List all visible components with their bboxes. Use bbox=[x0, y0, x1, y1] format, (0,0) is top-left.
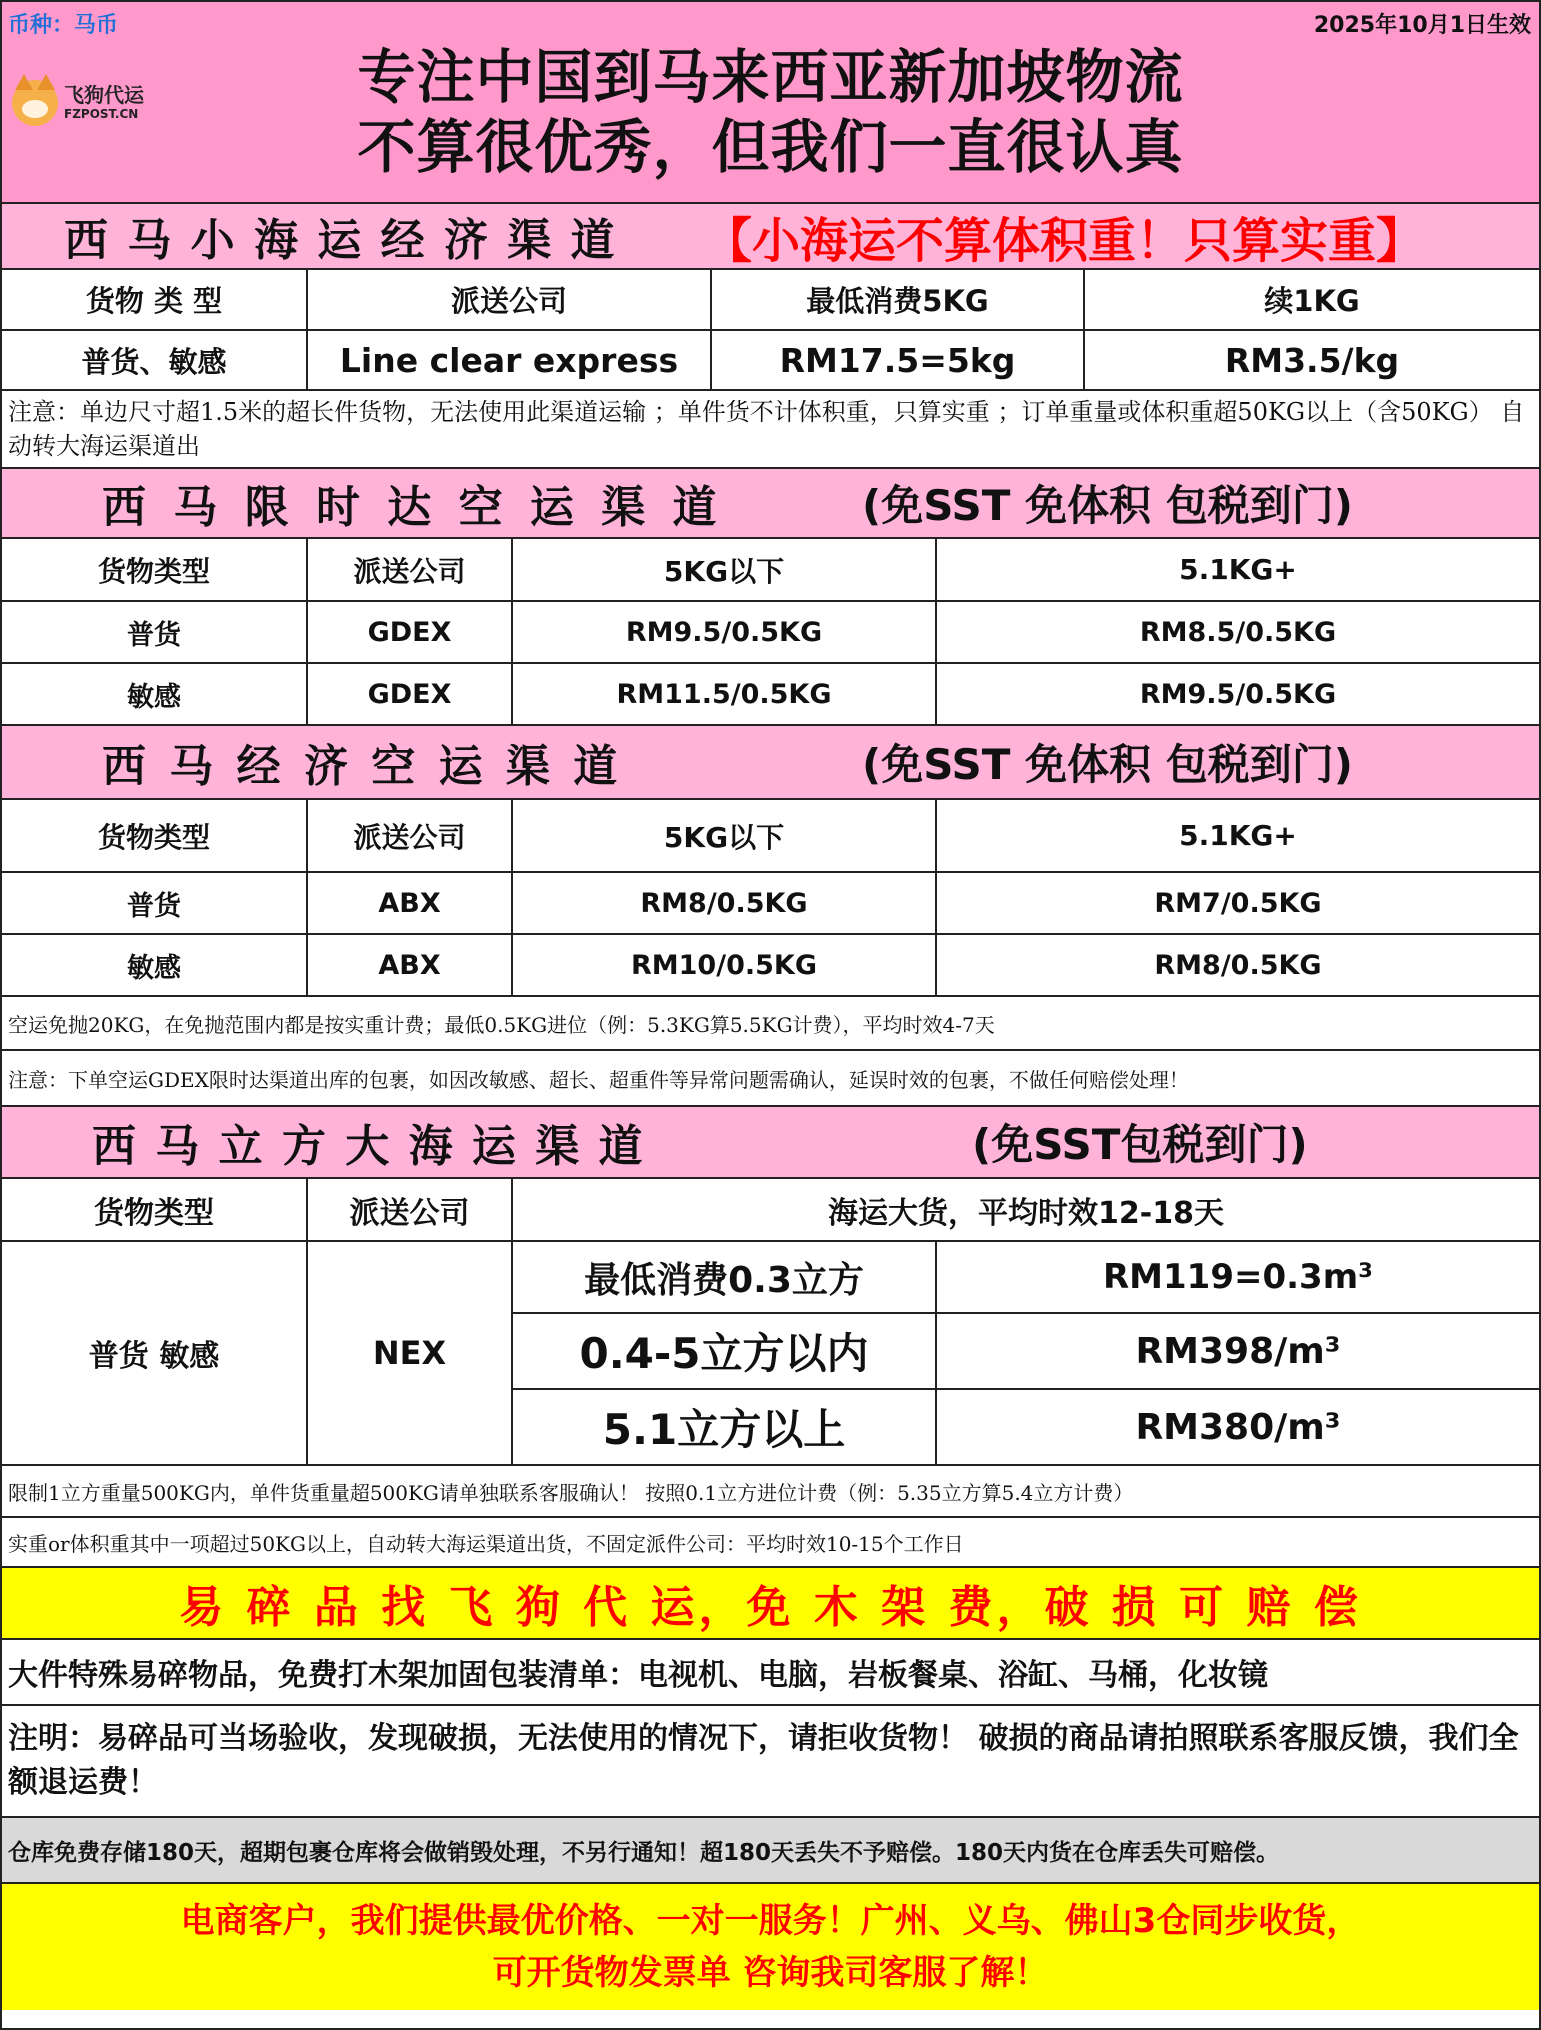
table-header-row bbox=[2, 800, 1539, 872]
price-cell: RM9.5/0.5KG bbox=[936, 663, 1539, 725]
header-cell: 派送公司 bbox=[307, 539, 512, 601]
price-cell: RM119=0.3m³ bbox=[936, 1241, 1539, 1313]
price-cell: RM398/m³ bbox=[936, 1313, 1539, 1389]
volume-range-cell: 5.1立方以上 bbox=[512, 1389, 936, 1465]
fragile-banner: 易 碎 品 找 飞 狗 代 运，免 木 架 费，破 损 可 赔 偿 bbox=[2, 1568, 1539, 1640]
cargo-type-cell: 普货 bbox=[2, 872, 307, 934]
price-cell: RM9.5/0.5KG bbox=[512, 601, 936, 663]
air-economy-note: 空运免抛20KG，在免抛范围内都是按实重计费；最低0.5KG进位（例：5.3KG算5.5KG计费），平均时效4-7天 bbox=[2, 997, 1539, 1051]
volume-range-cell: 最低消费0.3立方 bbox=[512, 1241, 936, 1313]
section-note: (免SST包税到门) bbox=[972, 1120, 1308, 1169]
price-cell: RM380/m³ bbox=[936, 1389, 1539, 1465]
storage-note: 仓库免费存储180天，超期包裹仓库将会做销毁处理，不另行通知！超180天丢失不予赔偿。180天内货在仓库丢失可赔偿。 bbox=[2, 1818, 1539, 1884]
company-cell: Line clear express bbox=[307, 330, 711, 390]
table-header-row bbox=[2, 1179, 1539, 1241]
slogan-line-1: 专注中国到马来西亚新加坡物流 bbox=[357, 43, 1184, 111]
section-title: 西 马 立 方 大 海 运 渠 道 bbox=[92, 1121, 645, 1172]
section-air-economy bbox=[2, 726, 1539, 800]
slogan-line-2: 不算很优秀，但我们一直很认真 bbox=[357, 113, 1184, 181]
header-cell: 5KG以下 bbox=[512, 800, 936, 872]
table-row bbox=[2, 934, 1539, 996]
section-title: 西 马 小 海 运 经 济 渠 道 bbox=[64, 215, 617, 266]
header-cell: 5KG以下 bbox=[512, 539, 936, 601]
company-cell: NEX bbox=[307, 1241, 512, 1465]
air-economy-table bbox=[2, 800, 1539, 997]
price-cell: RM11.5/0.5KG bbox=[512, 663, 936, 725]
air-express-table bbox=[2, 539, 1539, 726]
header-cell: 派送公司 bbox=[307, 800, 512, 872]
sea-big-note: 限制1立方重量500KG内，单件货重量超500KG请单独联系客服确认！ 按照0.1立方进位计费（例：5.35立方算5.4立方计费） bbox=[2, 1466, 1539, 1518]
header-cell: 货物类型 bbox=[2, 1179, 307, 1241]
cargo-type-cell: 敏感 bbox=[2, 663, 307, 725]
price-cell: RM8/0.5KG bbox=[936, 934, 1539, 996]
volume-range-cell: 0.4-5立方以内 bbox=[512, 1313, 936, 1389]
header-cell: 5.1KG+ bbox=[936, 539, 1539, 601]
header-cell: 货物 类 型 bbox=[2, 270, 307, 330]
company-cell: GDEX bbox=[307, 601, 512, 663]
table-row bbox=[2, 1241, 1539, 1313]
company-cell: ABX bbox=[307, 934, 512, 996]
header-cell: 5.1KG+ bbox=[936, 800, 1539, 872]
company-cell: GDEX bbox=[307, 663, 512, 725]
header-cell: 海运大货，平均时效12-18天 bbox=[512, 1179, 1539, 1241]
cargo-type-cell: 敏感 bbox=[2, 934, 307, 996]
footer-line-1: 电商客户，我们提供最优价格、一对一服务！广州、义乌、佛山3仓同步收货， bbox=[180, 1901, 1361, 1941]
currency-label: 币种：马币 bbox=[8, 13, 119, 38]
section-title: 西 马 限 时 达 空 运 渠 道 bbox=[102, 482, 723, 533]
logo-name: 飞狗代运 bbox=[64, 83, 144, 107]
price-cell: RM8.5/0.5KG bbox=[936, 601, 1539, 663]
price-cell: RM3.5/kg bbox=[1084, 330, 1539, 390]
sea-big-auto-note: 实重or体积重其中一项超过50KG以上，自动转大海运渠道出货，不固定派件公司：平均时效10-15个工作日 bbox=[2, 1518, 1539, 1568]
header-cell: 派送公司 bbox=[307, 1179, 512, 1241]
price-cell: RM17.5=5kg bbox=[711, 330, 1084, 390]
fragile-note: 注明：易碎品可当场验收，发现破损，无法使用的情况下，请拒收货物！ 破损的商品请拍照联系客服反馈，我们全额退运费！ bbox=[2, 1706, 1539, 1818]
logo-domain: FZPOST.CN bbox=[64, 107, 139, 121]
table-row bbox=[2, 663, 1539, 725]
cargo-type-cell: 普货 敏感 bbox=[2, 1241, 307, 1465]
effective-date: 2025年10月1日生效 bbox=[1313, 13, 1531, 38]
section-note: (免SST 免体积 包税到门) bbox=[862, 740, 1353, 789]
sea-small-note: 注意：单边尺寸超1.5米的超长件货物，无法使用此渠道运输 ；单件货不计体积重，只算实重 ；订单重量或体积重超50KG以上（含50KG） 自动转大海运渠道出 bbox=[2, 391, 1539, 469]
section-note: (免SST 免体积 包税到门) bbox=[862, 481, 1353, 530]
section-title: 西 马 经 济 空 运 渠 道 bbox=[102, 741, 622, 792]
air-gdex-note: 注意：下单空运GDEX限时达渠道出库的包裹，如因改敏感、超长、超重件等异常问题需确认，延误时效的包裹，不做任何赔偿处理！ bbox=[2, 1051, 1539, 1107]
fragile-list: 大件特殊易碎物品，免费打木架加固包装清单：电视机、电脑，岩板餐桌、浴缸、马桶，化妆镜 bbox=[2, 1640, 1539, 1706]
footer-line-2: 可开货物发票单 咨询我司客服了解！ bbox=[492, 1953, 1049, 1993]
header-cell: 最低消费5KG bbox=[711, 270, 1084, 330]
company-cell: ABX bbox=[307, 872, 512, 934]
sea-big-table bbox=[2, 1179, 1539, 1466]
header-cell: 货物类型 bbox=[2, 800, 307, 872]
price-cell: RM8/0.5KG bbox=[512, 872, 936, 934]
section-sea-big bbox=[2, 1107, 1539, 1179]
table-row bbox=[2, 601, 1539, 663]
cargo-type-cell: 普货 bbox=[2, 601, 307, 663]
section-sea-small bbox=[2, 204, 1539, 270]
header bbox=[2, 2, 1539, 204]
header-cell: 派送公司 bbox=[307, 270, 711, 330]
price-cell: RM7/0.5KG bbox=[936, 872, 1539, 934]
table-row bbox=[2, 872, 1539, 934]
table-header-row bbox=[2, 270, 1539, 330]
slogan bbox=[2, 42, 1539, 182]
table-row bbox=[2, 330, 1539, 390]
header-cell: 货物类型 bbox=[2, 539, 307, 601]
section-highlight: 【小海运不算体积重！只算实重】 bbox=[704, 212, 1425, 269]
section-air-express bbox=[2, 469, 1539, 539]
header-cell: 续1KG bbox=[1084, 270, 1539, 330]
footer-promo bbox=[2, 1884, 1539, 2010]
price-cell: RM10/0.5KG bbox=[512, 934, 936, 996]
table-header-row bbox=[2, 539, 1539, 601]
cargo-type-cell: 普货、敏感 bbox=[2, 330, 307, 390]
sea-small-table bbox=[2, 270, 1539, 391]
